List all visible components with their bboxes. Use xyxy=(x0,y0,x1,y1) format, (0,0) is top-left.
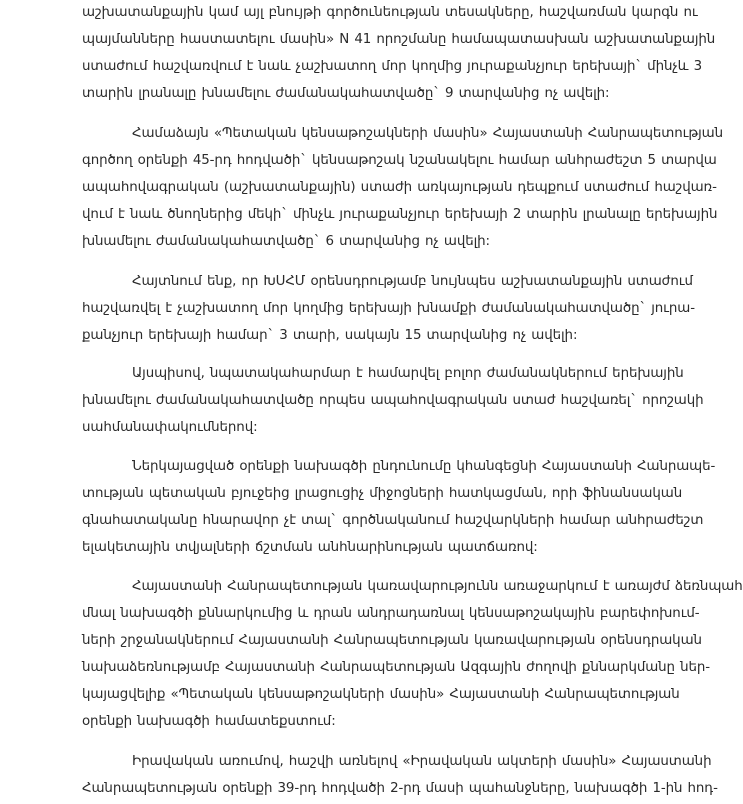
text-line: խնամելու ժամանակահատվածը` 6 տարվանից ոչ ավելի: xyxy=(82,234,490,249)
text-line: ելակետային տվյալների ճշտման անհնարինության պատճառով: xyxy=(82,540,538,555)
text-line: վում է նաև ծնողներից մեկի` մինչև յուրաքանչյուր երեխայի 2 տարին լրանալը երեխային xyxy=(82,207,718,222)
text-line: Այսպիսով, նպատակահարմար է համարվել բոլոր ժամանակներում երեխային xyxy=(132,366,684,381)
text-line: Հանրապետության օրենքի 39-րդ հոդվածի 2-րդ մասի պահանջները, նախագծի 1-ին հոդ- xyxy=(82,781,718,796)
text-line: ստաժում հաշվառվում է նաև չաշխատող մոր կողմից յուրաքանչյուր երեխայի` մինչև 3 xyxy=(82,59,702,74)
text-line: խնամելու ժամանակահատվածը որպես ապահովագրական ստաժ հաշվառել` որոշակի xyxy=(82,393,704,408)
text-line: ապահովագրական (աշխատանքային) ստաժի առկայության դեպքում ստաժում հաշվառ- xyxy=(82,180,717,195)
text-line: Հայտնում ենք, որ ԽՍՀՄ օրենսդրությամբ նույնպես աշխատանքային ստաժում xyxy=(132,274,693,289)
text-line: Համաձայն «Պետական կենսաթոշակների մասին» Հայաստանի Հանրապետության xyxy=(132,126,723,141)
text-line: քանչյուր երեխայի համար` 3 տարի, սակայն 15 տարվանից ոչ ավելի: xyxy=(82,328,578,343)
text-line: պայմանները հաստատելու մասին» N 41 որոշմանը համապատասխան աշխատանքային xyxy=(82,32,716,47)
text-line: Ներկայացված օրենքի նախագծի ընդունումը կհանգեցնի Հայաստանի Հանրապե- xyxy=(132,459,716,474)
text-line: աշխատանքային կամ այլ բնույթի գործունեության տեսակները, հաշվառման կարգն ու xyxy=(82,5,698,20)
text-line: օրենքի նախագծի համատեքստում: xyxy=(82,714,336,729)
text-line: մնալ նախագծի քննարկումից և դրան անդրադառնալ կենսաթոշակային բարեփոխում- xyxy=(82,606,700,621)
text-line: նախաձեռնությամբ Հայաստանի Հանրապետության Ազգային ժողովի քննարկմանը ներ- xyxy=(82,660,710,675)
text-line: Հայաստանի Հանրապետության կառավարությունն առաջարկում է առայժմ ձեռնպահ xyxy=(132,579,743,594)
text-line: գործող օրենքի 45-րդ հոդվածի` կենսաթոշակ նշանակելու համար անհրաժեշտ 5 տարվա xyxy=(82,153,717,168)
text-line: հաշվառվել է չաշխատող մոր կողմից երեխայի խնամքի ժամանակահատվածը` յուրա- xyxy=(82,301,695,316)
text-line: գնահատականը հնարավոր չէ տալ` գործնականում հաշվարկների համար անհրաժեշտ xyxy=(82,513,704,528)
text-line: Իրավական առումով, հաշվի առնելով «Իրավական ակտերի մասին» Հայաստանի xyxy=(132,754,712,769)
text-line: տարին լրանալը խնամելու ժամանակահատվածը` 9 տարվանից ոչ ավելի: xyxy=(82,86,610,101)
text-line: սահմանափակումներով: xyxy=(82,420,258,435)
text-line: կայացվելիք «Պետական կենսաթոշակների մասին» Հայաստանի Հանրապետության xyxy=(82,687,680,702)
text-line: տության պետական բյուջեից լրացուցիչ միջոցների հատկացման, որի ֆինանսական xyxy=(82,486,683,501)
text-line: ների շրջանակներում Հայաստանի Հանրապետության կառավարության օրենսդրական xyxy=(82,633,702,648)
